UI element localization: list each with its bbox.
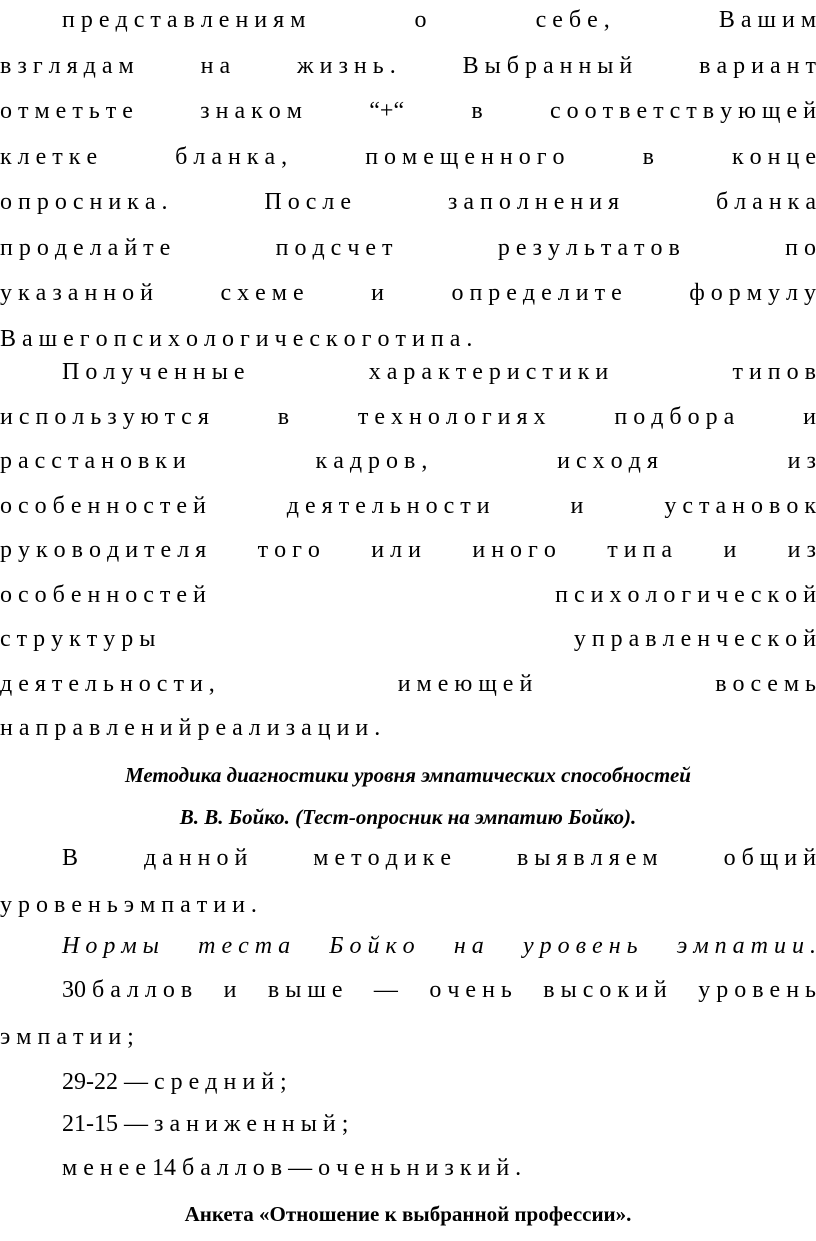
word: у с т а н о в о к [664, 492, 816, 519]
text-line [0, 46, 816, 86]
word: к л е т к е [0, 143, 98, 170]
word: в [642, 143, 654, 170]
word: в ы с о к и й [543, 977, 667, 1003]
word: н а п р а в л е н и й р е а л и з а ц и и . [0, 715, 381, 741]
word: п о д б о р а [614, 403, 735, 430]
word: и м е ю щ е й [397, 670, 533, 697]
word: б л а н к а , [175, 143, 288, 170]
word: о ч е н ь [429, 977, 512, 1003]
word: к а д р о в , [315, 448, 428, 474]
text-line [0, 0, 816, 40]
word: о с о б е н н о с т е й [0, 581, 206, 608]
method-title-line-2: В. В. Бойко. (Тест-опросник на эмпатию Бойко). [179, 805, 637, 829]
word: и [723, 537, 737, 563]
text-line [0, 397, 816, 437]
word: р а с с т а н о в к и [0, 448, 186, 474]
norm-lowered: 21-15 — з а н и ж е н н ы й ; [62, 1111, 349, 1137]
word: м е т о д и к е [313, 845, 451, 871]
word: д е я т е л ь н о с т и , [0, 670, 215, 697]
word: с х е м е [220, 280, 304, 306]
text-line [0, 575, 816, 615]
word: п о д с ч е т [275, 234, 393, 261]
word: с т р у к т у р ы [0, 626, 156, 652]
word: з а п о л н е н и я [447, 189, 620, 215]
text-line [0, 1017, 816, 1057]
word: к о н ц е [731, 143, 816, 170]
word: и [223, 977, 237, 1003]
word: в ы я в л я е м [516, 845, 658, 871]
word: б л а н к а [715, 189, 816, 215]
word: в а р и а н т [699, 52, 816, 79]
word: т и п а [607, 537, 673, 563]
word: с о о т в е т с т в у ю щ е й [549, 98, 816, 124]
word: п о [785, 234, 816, 261]
word: э м п а т и и ; [0, 1024, 134, 1050]
word: и л и [371, 537, 421, 563]
text-line [0, 970, 816, 1010]
word: в [471, 98, 483, 124]
text-line [0, 664, 816, 704]
word: — [373, 977, 398, 1003]
word: и с х о д я [557, 448, 658, 474]
word: о п р е д е л и т е [451, 280, 622, 306]
word: Б о й к о [329, 933, 415, 959]
text-line [0, 228, 816, 268]
word: в о с е м ь [715, 670, 816, 697]
text-line [0, 708, 816, 748]
word: ж и з н ь . [297, 52, 396, 79]
text-line [0, 182, 816, 222]
text-line [0, 91, 816, 131]
word: п р о д е л а й т е [0, 234, 171, 261]
text-line [0, 530, 816, 570]
word: В [62, 845, 79, 871]
word: и н о г о [472, 537, 556, 563]
text-line [0, 838, 816, 878]
word: у р о в е н ь [522, 933, 638, 959]
word: “+“ [369, 98, 405, 124]
word: у р о в е н ь э м п а т и и . [0, 892, 257, 918]
word: о [414, 7, 427, 33]
word: и [570, 492, 584, 519]
word: т и п о в [732, 359, 816, 385]
word: о т м е т ь т е [0, 98, 133, 124]
word: В ы б р а н н ы й [462, 52, 633, 79]
text-line [0, 926, 816, 966]
word: В а ш е г о п с и х о л о г и ч е с к о г о т и п а . [0, 325, 473, 352]
word: п о м е щ е н н о г о [365, 143, 565, 170]
word: н а [453, 933, 484, 959]
word: и с п о л ь з у ю т с я [0, 403, 209, 430]
text-line [0, 273, 816, 313]
word: в з г л я д а м [0, 52, 134, 79]
word: п с и х о л о г и ч е с к о й [555, 581, 816, 608]
word: и [803, 403, 816, 430]
word: с е б е , [535, 7, 610, 33]
norm-average: 29-22 — с р е д н и й ; [62, 1069, 287, 1095]
word: п р е д с т а в л е н и я м [62, 7, 306, 33]
word: э м п а т и и . [676, 933, 816, 959]
word: и [371, 280, 384, 306]
word: р у к о в о д и т е л я [0, 537, 207, 563]
word: х а р а к т е р и с т и к и [368, 359, 609, 385]
word: В а ш и м [718, 7, 816, 33]
text-line [0, 441, 816, 481]
word: р е з у л ь т а т о в [497, 234, 680, 261]
word: П о с л е [264, 189, 352, 215]
text-line [0, 486, 816, 526]
word: ф о р м у л у [689, 280, 816, 306]
word: и з [787, 537, 816, 563]
word: з н а к о м [200, 98, 302, 124]
text-line [0, 885, 816, 925]
word: д а н н о й [143, 845, 248, 871]
word: д е я т е л ь н о с т и [286, 492, 490, 519]
text-line [0, 619, 816, 659]
word: т о г о [257, 537, 320, 563]
word: 30 б а л л о в [62, 977, 193, 1003]
word: у к а з а н н о й [0, 280, 153, 306]
method-title-line-1: Методика диагностики уровня эмпатических способностей [124, 763, 691, 787]
word: о б щ и й [723, 845, 816, 871]
survey-title: Анкета «Отношение к выбранной профессии». [184, 1202, 632, 1226]
word: у р о в е н ь [698, 977, 816, 1003]
word: у п р а в л е н ч е с к о й [573, 626, 816, 652]
word: в [277, 403, 290, 430]
word: П о л у ч е н н ы е [62, 359, 245, 385]
text-line [0, 352, 816, 392]
word: о с о б е н н о с т е й [0, 492, 206, 519]
word: т е с т а [198, 933, 291, 959]
word: н а [200, 52, 231, 79]
word: и з [787, 448, 816, 474]
norm-very-low: м е н е е 14 б а л л о в — о ч е н ь н и з к и й . [62, 1155, 522, 1181]
word: в ы ш е [267, 977, 343, 1003]
word: о п р о с н и к а . [0, 189, 168, 215]
word: т е х н о л о г и я х [357, 403, 546, 430]
word: Н о р м ы [62, 933, 159, 959]
text-line [0, 137, 816, 177]
